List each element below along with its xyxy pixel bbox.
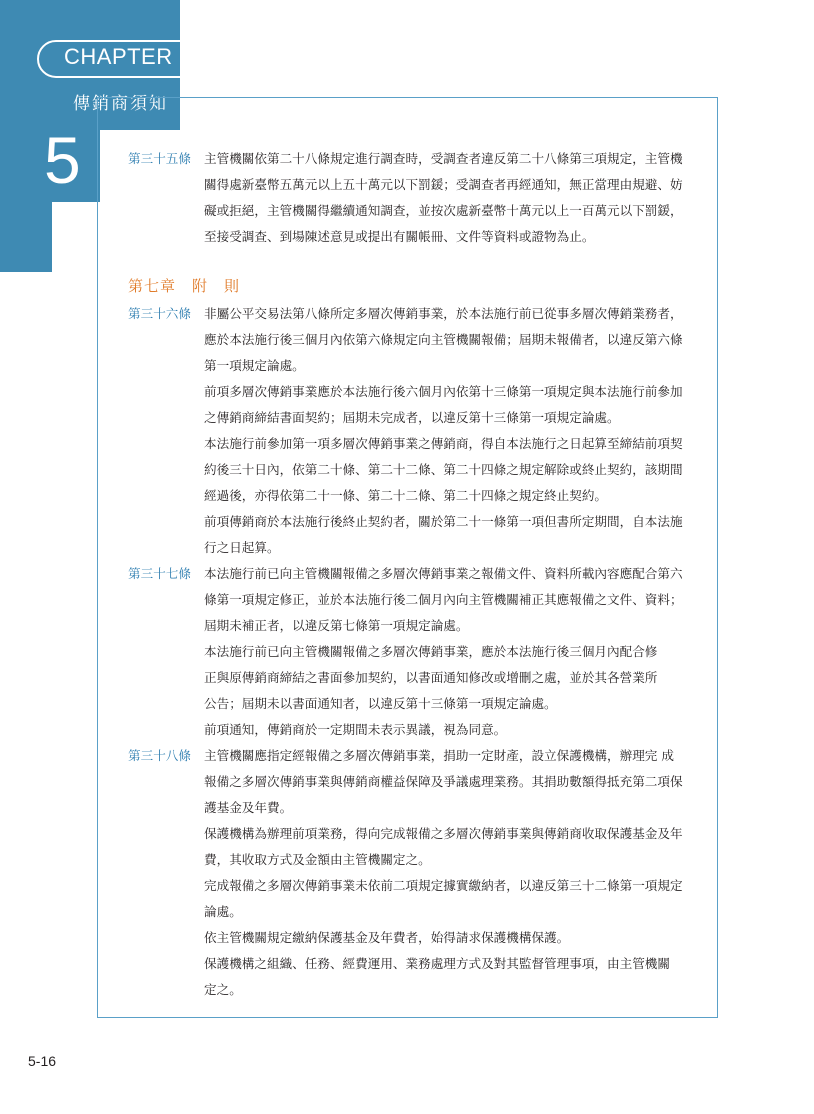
text-area: [128, 146, 688, 1003]
text-line: 主管機關依第二十八條規定進行調查時，受調查者違反第二十八條第三項規定，主管機: [204, 151, 683, 166]
paragraph: [204, 951, 688, 1003]
paragraph: [204, 639, 688, 717]
text-line: 正與原傳銷商締結之書面參加契約，以書面通知修改或增刪之處，並於其各營業所: [204, 670, 658, 685]
article-36: [128, 301, 688, 561]
text-line: 定之。: [204, 982, 242, 997]
text-line: 約後三十日內，依第二十條、第二十二條、第二十四條之規定解除或終止契約，該期間: [204, 462, 683, 477]
chapter-title: 傳銷商須知: [73, 94, 168, 114]
article-body: [204, 561, 688, 743]
text-line: 報備之多層次傳銷事業與傳銷商權益保障及爭議處理業務。其捐助數額得抵充第二項保: [204, 774, 683, 789]
text-line: 本法施行前參加第一項多層次傳銷事業之傳銷商，得自本法施行之日起算至締結前項契: [204, 436, 683, 451]
text-line: 關得處新臺幣五萬元以上五十萬元以下罰鍰；受調查者再經通知，無正當理由規避、妨: [204, 177, 683, 192]
text-line: 費，其收取方式及金額由主管機關定之。: [204, 852, 431, 867]
paragraph: [204, 717, 688, 743]
text-line: 非屬公平交易法第八條所定多層次傳銷事業，於本法施行前已從事多層次傳銷業務者，: [204, 306, 683, 321]
paragraph: [204, 873, 688, 925]
paragraph: [204, 925, 688, 951]
paragraph: [204, 821, 688, 873]
article-body: [204, 743, 688, 1003]
text-line: 礙或拒絕，主管機關得繼續通知調查，並按次處新臺幣十萬元以上一百萬元以下罰鍰，: [204, 203, 683, 218]
chapter-heading: 第七章 附 則: [128, 277, 241, 295]
text-line: 保護機構之組織、任務、經費運用、業務處理方式及對其監督管理事項，由主管機關: [204, 956, 670, 971]
article-number: 第三十八條: [128, 748, 191, 763]
text-line: 行之日起算。: [204, 540, 280, 555]
chapter-label: CHAPTER: [64, 44, 173, 69]
paragraph: [204, 146, 688, 250]
text-line: 主管機關應指定經報備之多層次傳銷事業，捐助一定財產，設立保護機構，辦理完 成: [204, 748, 674, 763]
text-line: 前項多層次傳銷事業應於本法施行後六個月內依第十三條第一項規定與本法施行前參加: [204, 384, 683, 399]
article-38: [128, 743, 688, 1003]
paragraph: [204, 379, 688, 431]
article-number: 第三十六條: [128, 306, 191, 321]
paragraph: [204, 431, 688, 509]
text-line: 論處。: [204, 904, 242, 919]
article-number: 第三十五條: [128, 151, 191, 166]
paragraph: [204, 743, 688, 821]
paragraph: [204, 301, 688, 379]
text-line: 護基金及年費。: [204, 800, 293, 815]
paragraph: [204, 561, 688, 639]
article-body: [204, 301, 688, 561]
text-line: 至接受調查、到場陳述意見或提出有關帳冊、文件等資料或證物為止。: [204, 229, 595, 244]
paragraph: [204, 509, 688, 561]
text-line: 屆期未補正者，以違反第七條第一項規定論處。: [204, 618, 469, 633]
article-35: [128, 146, 688, 250]
text-line: 第一項規定論處。: [204, 358, 305, 373]
text-line: 前項傳銷商於本法施行後終止契約者，關於第二十一條第一項但書所定期間，自本法施: [204, 514, 683, 529]
text-line: 公告；屆期未以書面通知者，以違反第十三條第一項規定論處。: [204, 696, 557, 711]
text-line: 依主管機關規定繳納保護基金及年費者，始得請求保護機構保護。: [204, 930, 570, 945]
article-37: [128, 561, 688, 743]
article-body: [204, 146, 688, 250]
text-line: 之傳銷商締結書面契約；屆期未完成者，以違反第十三條第一項規定論處。: [204, 410, 620, 425]
article-number: 第三十七條: [128, 566, 191, 581]
text-line: 保護機構為辦理前項業務，得向完成報備之多層次傳銷事業與傳銷商收取保護基金及年: [204, 826, 683, 841]
text-line: 前項通知，傳銷商於一定期間未表示異議，視為同意。: [204, 722, 507, 737]
text-line: 條第一項規定修正，並於本法施行後二個月內向主管機關補正其應報備之文件、資料；: [204, 592, 683, 607]
text-line: 完成報備之多層次傳銷事業未依前二項規定據實繳納者，以違反第三十二條第一項規定: [204, 878, 683, 893]
text-line: 本法施行前已向主管機關報備之多層次傳銷事業之報備文件、資料所載內容應配合第六: [204, 566, 683, 581]
text-line: 應於本法施行後三個月內依第六條規定向主管機關報備；屆期未報備者，以違反第六條: [204, 332, 683, 347]
page-number: 5-16: [28, 1053, 57, 1069]
text-line: 經過後，亦得依第二十一條、第二十二條、第二十四條之規定終止契約。: [204, 488, 607, 503]
chapter-number: 5: [44, 123, 81, 197]
text-line: 本法施行前已向主管機關報備之多層次傳銷事業，應於本法施行後三個月內配合修: [204, 644, 658, 659]
